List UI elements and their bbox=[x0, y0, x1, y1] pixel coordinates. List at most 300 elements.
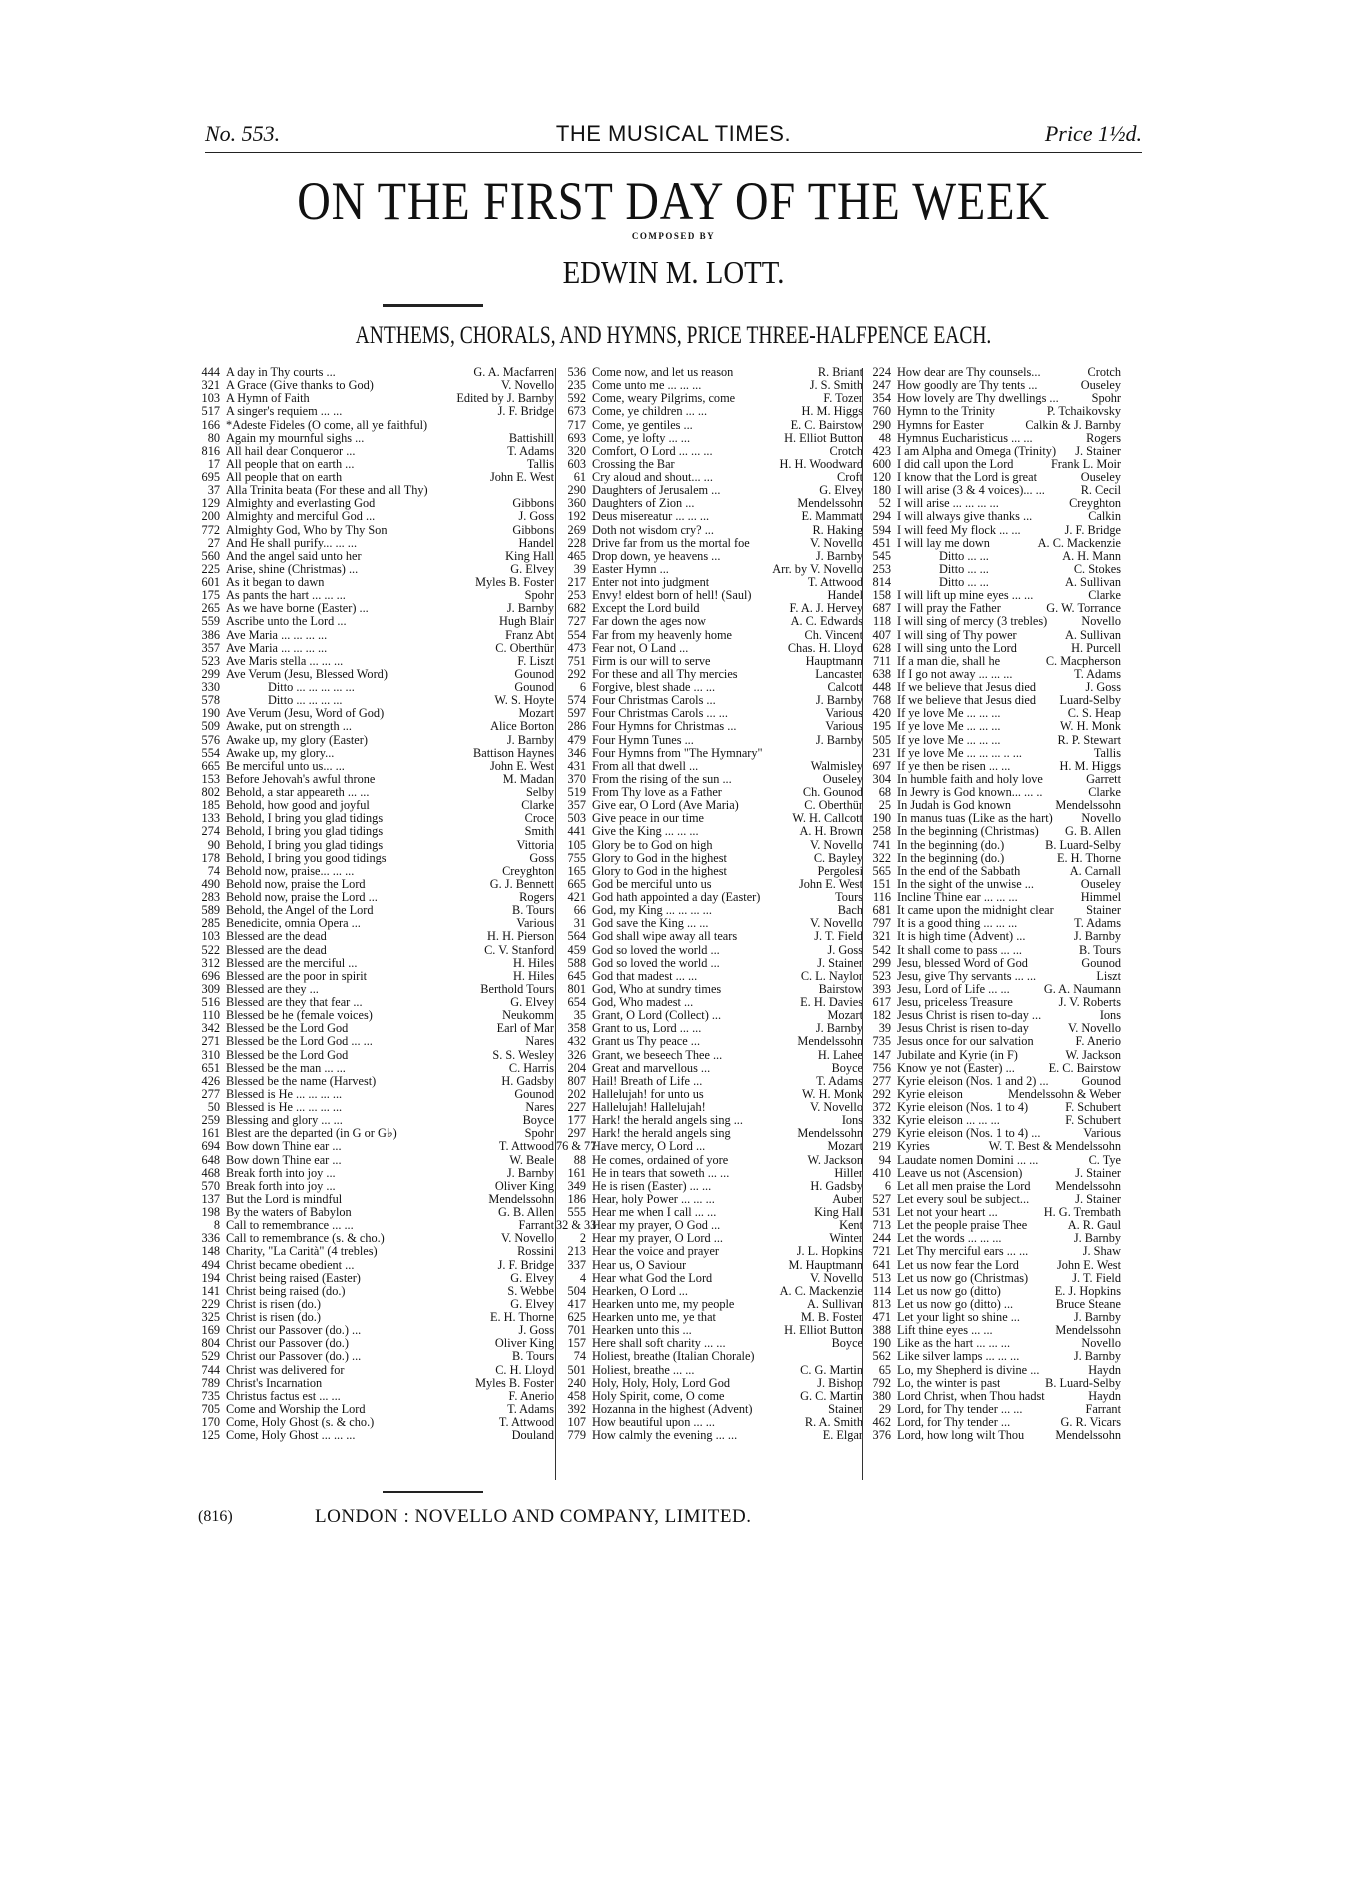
catalogue-number: 110 bbox=[202, 1008, 220, 1023]
catalogue-entry bbox=[556, 629, 863, 642]
anthem-composer: J. Barnby bbox=[815, 733, 863, 747]
anthem-title: I will lay me down bbox=[897, 536, 990, 550]
anthem-title: Hear, holy Power ... ... ... bbox=[592, 1192, 715, 1206]
catalogue-entry bbox=[556, 563, 863, 576]
anthem-composer: Mendelssohn bbox=[488, 1192, 554, 1206]
anthem-composer: Creyghton bbox=[502, 864, 554, 878]
catalogue-number: 516 bbox=[201, 995, 220, 1009]
anthem-title: Be merciful unto us... ... bbox=[226, 759, 345, 773]
anthem-title: Like silver lamps ... ... ... bbox=[897, 1350, 1020, 1364]
anthem-composer: H. G. Trembath bbox=[1043, 1206, 1121, 1219]
catalogue-entry bbox=[556, 1009, 863, 1022]
anthem-composer: Mendelssohn bbox=[797, 497, 863, 511]
catalogue-entry bbox=[190, 1127, 554, 1140]
catalogue-entry bbox=[863, 615, 1121, 628]
anthem-title: Ditto ... ... ... ... bbox=[268, 694, 343, 708]
anthem-composer: T. Attwood bbox=[498, 1416, 554, 1429]
catalogue-entry bbox=[863, 694, 1121, 707]
anthem-title: How goodly are Thy tents ... bbox=[897, 379, 1038, 393]
catalogue-entry bbox=[556, 812, 863, 825]
anthem-title: Far down the ages now bbox=[592, 615, 707, 629]
catalogue-entry bbox=[556, 799, 863, 812]
catalogue-number: 695 bbox=[201, 470, 220, 484]
anthem-composer: Calcott bbox=[827, 681, 863, 694]
catalogue-heading: ANTHEMS, CHORALS, AND HYMNS, PRICE THREE-HALFPENCE EACH. bbox=[355, 322, 992, 349]
anthem-title: Blessed is He ... ... ... ... bbox=[226, 1087, 343, 1101]
catalogue-entry bbox=[556, 668, 863, 681]
catalogue-number: 458 bbox=[567, 1388, 586, 1403]
catalogue-entry bbox=[556, 1049, 863, 1062]
anthem-title: I will sing of Thy power bbox=[897, 628, 1017, 642]
catalogue-entry bbox=[190, 419, 554, 432]
catalogue-number: 231 bbox=[872, 745, 891, 760]
catalogue-entry bbox=[863, 983, 1121, 996]
anthem-composer: T. Adams bbox=[1074, 667, 1121, 681]
catalogue-entry bbox=[190, 865, 554, 878]
catalogue-entry bbox=[190, 825, 554, 838]
anthem-composer: Tallis bbox=[526, 457, 554, 471]
catalogue-entry bbox=[190, 1350, 554, 1363]
catalogue-entry bbox=[556, 707, 863, 720]
anthem-composer: Walmisley bbox=[810, 759, 863, 773]
catalogue-number: 157 bbox=[567, 1336, 586, 1351]
catalogue-number: 357 bbox=[567, 798, 586, 813]
anthem-composer: Lancaster bbox=[815, 667, 863, 681]
catalogue-number: 148 bbox=[201, 1244, 220, 1259]
anthem-title: Let Thy merciful ears ... ... bbox=[897, 1245, 1029, 1259]
catalogue-number: 721 bbox=[872, 1244, 891, 1259]
anthem-title: Here shall soft charity ... ... bbox=[592, 1337, 726, 1351]
anthem-title: Let us now go (ditto) bbox=[897, 1284, 1001, 1298]
anthem-title: In the beginning (do.) bbox=[897, 851, 1005, 865]
catalogue-number: 554 bbox=[201, 745, 220, 760]
anthem-composer: J. Stainer bbox=[817, 956, 863, 970]
catalogue-number: 290 bbox=[872, 417, 891, 432]
anthem-title: Daughters of Jerusalem ... bbox=[592, 484, 721, 498]
anthem-title: Let us now fear the Lord bbox=[897, 1258, 1019, 1272]
anthem-composer: Boyce bbox=[522, 1114, 554, 1128]
anthem-title: Jesu, Lord of Life ... ... bbox=[897, 982, 1010, 996]
anthem-composer: A. R. Gaul bbox=[1067, 1219, 1121, 1233]
anthem-composer: Clarke bbox=[1088, 786, 1121, 799]
anthem-composer: Smith bbox=[524, 825, 554, 839]
anthem-composer: H. M. Higgs bbox=[1059, 759, 1121, 773]
catalogue-number: 74 bbox=[207, 863, 220, 878]
anthem-composer: Stainer bbox=[828, 1402, 863, 1416]
catalogue-entry bbox=[190, 1140, 554, 1153]
anthem-title: Give peace in our time bbox=[592, 812, 704, 826]
catalogue-number: 807 bbox=[567, 1073, 586, 1088]
catalogue-entry bbox=[863, 865, 1121, 878]
anthem-title: I will lift up mine eyes ... ... bbox=[897, 589, 1034, 603]
catalogue-number: 190 bbox=[201, 706, 220, 721]
catalogue-number: 601 bbox=[201, 575, 220, 589]
anthem-title: It came upon the midnight clear bbox=[897, 904, 1054, 918]
catalogue-entry bbox=[863, 366, 1121, 379]
anthem-title: Come and Worship the Lord bbox=[226, 1402, 366, 1416]
catalogue-number: 125 bbox=[201, 1428, 220, 1443]
anthem-composer: G. R. Vicars bbox=[1060, 1416, 1121, 1429]
anthem-title: I will sing of mercy (3 trebles) bbox=[897, 615, 1048, 629]
catalogue-number: 336 bbox=[201, 1231, 220, 1246]
catalogue-entry bbox=[863, 1049, 1121, 1062]
catalogue-entry bbox=[556, 589, 863, 602]
anthem-title: Holiest, breathe (Italian Chorale) bbox=[592, 1350, 755, 1364]
anthem-composer: C. Macpherson bbox=[1045, 654, 1121, 668]
anthem-composer: Mozart bbox=[827, 1009, 863, 1023]
catalogue-number: 332 bbox=[872, 1113, 891, 1128]
anthem-title: Lo, the winter is past bbox=[897, 1376, 1001, 1390]
catalogue-entry bbox=[556, 615, 863, 628]
anthem-composer: Mendelssohn bbox=[797, 1035, 863, 1049]
anthem-composer: Berthold Tours bbox=[480, 982, 554, 996]
catalogue-number: 253 bbox=[872, 561, 891, 576]
catalogue-entry bbox=[863, 996, 1121, 1009]
catalogue-entry bbox=[556, 1259, 863, 1272]
anthem-title: Hail! Breath of Life ... bbox=[592, 1074, 703, 1088]
catalogue-number: 565 bbox=[872, 863, 891, 878]
anthem-title: He in tears that soweth ... ... bbox=[592, 1166, 730, 1180]
catalogue-entry bbox=[190, 1311, 554, 1324]
anthem-title: If ye love Me ... ... ... .. ... bbox=[897, 746, 1022, 760]
catalogue-entry bbox=[863, 786, 1121, 799]
anthem-title: Behold, I bring you glad tidings bbox=[226, 838, 384, 852]
anthem-composer: Earl of Mar bbox=[496, 1022, 554, 1036]
anthem-title: In manus tuas (Like as the hart) bbox=[897, 812, 1053, 826]
anthem-composer: C. L. Naylor bbox=[800, 969, 863, 983]
catalogue-number: 161 bbox=[567, 1165, 586, 1180]
catalogue-entry bbox=[190, 1075, 554, 1088]
catalogue-entry bbox=[863, 1429, 1121, 1442]
anthem-composer: Frank L. Moir bbox=[1050, 457, 1121, 471]
catalogue-number: 744 bbox=[201, 1362, 220, 1377]
catalogue-number: 465 bbox=[567, 548, 586, 563]
catalogue-number: 8 bbox=[213, 1218, 220, 1233]
anthem-title: Call to remembrance ... ... bbox=[226, 1219, 354, 1233]
catalogue-number: 228 bbox=[567, 535, 586, 550]
catalogue-entry bbox=[556, 392, 863, 405]
catalogue-entry bbox=[556, 839, 863, 852]
anthem-composer: V. Novello bbox=[809, 1101, 863, 1114]
catalogue-number: 299 bbox=[201, 666, 220, 681]
catalogue-entry bbox=[556, 1062, 863, 1075]
catalogue-number: 509 bbox=[201, 719, 220, 734]
anthem-title: Ascribe unto the Lord ... bbox=[226, 615, 347, 629]
anthem-title: Almighty and everlasting God bbox=[226, 497, 376, 511]
catalogue-entry bbox=[190, 642, 554, 655]
anthem-title: Hear the voice and prayer bbox=[592, 1245, 719, 1259]
anthem-title: From the rising of the sun ... bbox=[592, 772, 732, 786]
catalogue-number: 410 bbox=[872, 1165, 891, 1180]
anthem-composer: J. Stainer bbox=[1075, 1166, 1121, 1180]
anthem-composer: Clarke bbox=[1088, 589, 1121, 603]
anthem-composer: Boyce bbox=[831, 1337, 863, 1351]
catalogue-entry bbox=[190, 602, 554, 615]
catalogue-number: 299 bbox=[872, 955, 891, 970]
anthem-composer: J. Stainer bbox=[1075, 444, 1121, 458]
catalogue-entry bbox=[556, 642, 863, 655]
anthem-title: Christ our Passover (do.) ... bbox=[226, 1350, 362, 1364]
catalogue-entry bbox=[556, 1416, 863, 1429]
catalogue-column-1 bbox=[190, 366, 554, 1442]
anthem-composer: Winter bbox=[829, 1232, 863, 1246]
catalogue-number: 190 bbox=[872, 1336, 891, 1351]
anthem-composer: Liszt bbox=[1096, 969, 1121, 983]
catalogue-number: 372 bbox=[872, 1100, 891, 1114]
anthem-title: Firm is our will to serve bbox=[592, 654, 711, 668]
anthem-title: Let every soul be subject... bbox=[897, 1192, 1030, 1206]
anthem-title: Comfort, O Lord ... ... ... bbox=[592, 444, 713, 458]
catalogue-entry bbox=[863, 445, 1121, 458]
anthem-composer: W. H. Monk bbox=[801, 1087, 863, 1101]
catalogue-number: 420 bbox=[872, 706, 891, 721]
anthem-title: By the waters of Babylon bbox=[226, 1206, 352, 1219]
anthem-composer: E. Elgar bbox=[822, 1429, 863, 1443]
anthem-composer: V. Novello bbox=[500, 379, 554, 393]
anthem-composer: Rogers bbox=[519, 891, 554, 904]
catalogue-number: 802 bbox=[201, 785, 220, 799]
anthem-composer: Hauptmann bbox=[805, 654, 863, 668]
catalogue-entry bbox=[556, 405, 863, 418]
catalogue-entry bbox=[863, 944, 1121, 957]
catalogue-number: 292 bbox=[872, 1086, 891, 1101]
catalogue-number: 227 bbox=[567, 1100, 586, 1114]
catalogue-number: 118 bbox=[873, 614, 891, 629]
catalogue-entry bbox=[190, 1298, 554, 1311]
anthem-title: Almighty God, Who by Thy Son bbox=[226, 523, 388, 537]
anthem-composer: Various bbox=[516, 917, 554, 931]
catalogue-entry bbox=[863, 839, 1121, 852]
catalogue-entry bbox=[863, 1337, 1121, 1350]
catalogue-entry bbox=[190, 1245, 554, 1258]
anthem-title: Blessed are they that fear ... bbox=[226, 996, 363, 1009]
catalogue-number: 504 bbox=[567, 1283, 586, 1298]
anthem-title: All hail dear Conqueror ... bbox=[226, 444, 356, 458]
catalogue-entry bbox=[556, 983, 863, 996]
catalogue-number: 80 bbox=[207, 430, 220, 445]
anthem-title: Come now, and let us reason bbox=[592, 366, 734, 379]
anthem-title: Grant to us, Lord ... ... bbox=[592, 1022, 702, 1036]
catalogue-number: 501 bbox=[567, 1362, 586, 1377]
anthem-title: Incline Thine ear ... ... ... bbox=[897, 891, 1018, 904]
anthem-composer: M. B. Foster bbox=[800, 1311, 863, 1324]
anthem-title: Kyrie eleison (Nos. 1 and 2) ... bbox=[897, 1074, 1049, 1088]
catalogue-entry bbox=[863, 1062, 1121, 1075]
anthem-composer: T. Attwood bbox=[807, 576, 863, 589]
catalogue-entry bbox=[556, 1232, 863, 1245]
anthem-composer: C. V. Stanford bbox=[484, 943, 554, 957]
catalogue-entry bbox=[863, 1140, 1121, 1153]
anthem-composer: C. H. Lloyd bbox=[495, 1363, 554, 1377]
anthem-composer: Novello bbox=[1081, 1337, 1121, 1351]
catalogue-number: 103 bbox=[201, 929, 220, 944]
catalogue-number: 628 bbox=[872, 640, 891, 655]
anthem-composer: C. G. Martin bbox=[800, 1363, 863, 1377]
anthem-composer: C. Harris bbox=[508, 1061, 554, 1075]
catalogue-number: 253 bbox=[567, 588, 586, 603]
anthem-title: Blessed are the dead bbox=[226, 930, 327, 944]
catalogue-entry bbox=[556, 825, 863, 838]
anthem-composer: Ions bbox=[841, 1114, 863, 1128]
catalogue-number: 170 bbox=[201, 1415, 220, 1429]
anthem-title: God shall wipe away all tears bbox=[592, 930, 738, 944]
anthem-composer: Mendelssohn bbox=[1055, 1429, 1121, 1443]
anthem-composer: V. Novello bbox=[809, 838, 863, 852]
anthem-composer: Mendelssohn bbox=[1055, 799, 1121, 813]
catalogue-number: 259 bbox=[201, 1113, 220, 1128]
anthem-composer: Arr. by V. Novello bbox=[772, 562, 863, 576]
catalogue-entry bbox=[190, 707, 554, 720]
catalogue-number: 258 bbox=[872, 824, 891, 839]
catalogue-number: 175 bbox=[201, 588, 220, 603]
catalogue-number: 789 bbox=[201, 1375, 220, 1390]
catalogue-number: 50 bbox=[207, 1100, 220, 1114]
catalogue-entry bbox=[863, 1114, 1121, 1127]
catalogue-entry bbox=[863, 432, 1121, 445]
anthem-composer: A. Carnall bbox=[1069, 864, 1121, 878]
anthem-composer: B. Luard-Selby bbox=[1045, 1376, 1121, 1390]
anthem-composer: T. Adams bbox=[816, 1074, 863, 1088]
catalogue-entry bbox=[556, 1285, 863, 1298]
anthem-title: Lord, for Thy tender ... ... bbox=[897, 1402, 1023, 1416]
anthem-title: Come unto me ... ... ... bbox=[592, 379, 702, 393]
catalogue-entry bbox=[863, 760, 1121, 773]
catalogue-number: 357 bbox=[201, 640, 220, 655]
anthem-title: I will arise ... ... ... ... bbox=[897, 497, 999, 511]
anthem-composer: E. Mammatt bbox=[801, 510, 863, 524]
anthem-title: Four Hymns for Christmas ... bbox=[592, 720, 737, 734]
anthem-title: Kyrie eleison (Nos. 1 to 4) bbox=[897, 1101, 1029, 1114]
catalogue-entry bbox=[556, 1324, 863, 1337]
catalogue-entry bbox=[556, 655, 863, 668]
anthem-title: Blessed be he (female voices) bbox=[226, 1009, 373, 1023]
anthem-title: Holy, Holy, Holy, Lord God bbox=[592, 1376, 730, 1390]
catalogue-number: 617 bbox=[872, 995, 891, 1009]
anthem-title: I know that the Lord is great bbox=[897, 471, 1038, 484]
catalogue-entry bbox=[190, 930, 554, 943]
catalogue-entry bbox=[190, 1285, 554, 1298]
catalogue-number: 74 bbox=[573, 1349, 586, 1364]
anthem-title: Fear not, O Land ... bbox=[592, 641, 689, 655]
anthem-title: Crossing the Bar bbox=[592, 457, 675, 471]
catalogue-number: 578 bbox=[201, 693, 220, 708]
catalogue-entry bbox=[556, 904, 863, 917]
anthem-composer: B. Luard-Selby bbox=[1045, 838, 1121, 852]
catalogue-number: 673 bbox=[567, 404, 586, 419]
anthem-composer: E. H. Davies bbox=[800, 996, 863, 1009]
catalogue-entry bbox=[190, 524, 554, 537]
catalogue-entry bbox=[556, 366, 863, 379]
catalogue-number: 459 bbox=[567, 942, 586, 957]
anthem-title: Christ being raised (Easter) bbox=[226, 1271, 361, 1285]
publication-name: THE MUSICAL TIMES. bbox=[555, 121, 792, 146]
anthem-title: Almighty and merciful God ... bbox=[226, 510, 376, 524]
anthem-composer: V. Novello bbox=[809, 1271, 863, 1285]
catalogue-entry bbox=[190, 458, 554, 471]
anthem-composer: J. Goss bbox=[518, 1324, 554, 1338]
catalogue-number: 137 bbox=[201, 1191, 220, 1206]
anthem-title: Christus factus est ... ... bbox=[226, 1389, 341, 1403]
catalogue-entry bbox=[863, 589, 1121, 602]
anthem-composer: John E. West bbox=[1056, 1258, 1121, 1272]
anthem-title: Charity, "La Carità" (4 trebles) bbox=[226, 1245, 378, 1259]
catalogue-entry bbox=[556, 524, 863, 537]
catalogue-number: 297 bbox=[567, 1126, 586, 1141]
catalogue-entry bbox=[863, 655, 1121, 668]
anthem-title: In the end of the Sabbath bbox=[897, 864, 1021, 878]
anthem-composer: Mendelssohn & Weber bbox=[1008, 1087, 1121, 1101]
anthem-title: Behold now, praise the Lord ... bbox=[226, 891, 378, 904]
anthem-composer: J. L. Hopkins bbox=[796, 1245, 863, 1259]
anthem-title: I did call upon the Lord bbox=[897, 457, 1014, 471]
catalogue-number: 523 bbox=[872, 968, 891, 983]
catalogue-number: 2 bbox=[579, 1231, 586, 1246]
anthem-title: Hallelujah! Hallelujah! bbox=[592, 1101, 706, 1114]
anthem-composer: B. Tours bbox=[512, 904, 554, 918]
anthem-title: Jesus once for our salvation bbox=[897, 1035, 1034, 1049]
catalogue-number: 360 bbox=[567, 496, 586, 511]
catalogue-entry bbox=[190, 891, 554, 904]
anthem-composer: Spohr bbox=[1091, 392, 1121, 406]
catalogue-number: 564 bbox=[567, 929, 586, 944]
anthem-title: Christ our Passover (do.) ... bbox=[226, 1324, 362, 1338]
catalogue-entry bbox=[863, 1206, 1121, 1219]
anthem-title: Behold, I bring you glad tidings bbox=[226, 812, 384, 826]
catalogue-entry bbox=[190, 366, 554, 379]
catalogue-number: 376 bbox=[872, 1428, 891, 1443]
anthem-title: And the angel said unto her bbox=[226, 549, 362, 563]
catalogue-number: 277 bbox=[201, 1086, 220, 1101]
anthem-composer: G. A. Naumann bbox=[1043, 982, 1121, 996]
catalogue-entry bbox=[556, 1403, 863, 1416]
catalogue-entry bbox=[190, 471, 554, 484]
anthem-title: Again my mournful sighs ... bbox=[226, 431, 365, 445]
catalogue-number: 185 bbox=[201, 798, 220, 813]
anthem-composer: J. V. Roberts bbox=[1058, 996, 1121, 1009]
anthem-title: Break forth into joy ... bbox=[226, 1166, 336, 1180]
anthem-composer: G. Elvey bbox=[819, 484, 863, 498]
catalogue-number: 35 bbox=[573, 1008, 586, 1023]
anthem-composer: R. A. Smith bbox=[804, 1416, 863, 1429]
catalogue-entry bbox=[190, 812, 554, 825]
catalogue-entry bbox=[863, 707, 1121, 720]
catalogue-number: 322 bbox=[872, 850, 891, 865]
catalogue-number: 310 bbox=[201, 1047, 220, 1062]
anthem-title: Glory be to God on high bbox=[592, 838, 713, 852]
catalogue-entry bbox=[190, 615, 554, 628]
anthem-title: Glory to God in the highest bbox=[592, 851, 727, 865]
anthem-composer: Ouseley bbox=[1080, 471, 1121, 484]
anthem-title: Ditto ... ... ... ... ... bbox=[268, 681, 355, 694]
catalogue-entry bbox=[863, 1311, 1121, 1324]
catalogue-number: 417 bbox=[567, 1296, 586, 1311]
anthem-composer: Luard-Selby bbox=[1059, 694, 1121, 708]
anthem-title: Christ's Incarnation bbox=[226, 1376, 323, 1390]
catalogue-number: 693 bbox=[567, 430, 586, 445]
catalogue-entry bbox=[190, 957, 554, 970]
catalogue-number: 603 bbox=[567, 456, 586, 471]
catalogue-entry bbox=[863, 1324, 1121, 1337]
catalogue-entry bbox=[863, 1350, 1121, 1363]
anthem-title: Hymn to the Trinity bbox=[897, 405, 996, 419]
anthem-composer: Goss bbox=[529, 851, 554, 865]
anthem-composer: Rossini bbox=[517, 1245, 554, 1259]
catalogue-entry bbox=[556, 852, 863, 865]
catalogue-entry bbox=[556, 1350, 863, 1363]
anthem-title: Blessed is He ... ... ... ... bbox=[226, 1101, 343, 1114]
anthem-title: Behold, a star appeareth ... ... bbox=[226, 786, 370, 799]
catalogue-entry bbox=[556, 694, 863, 707]
